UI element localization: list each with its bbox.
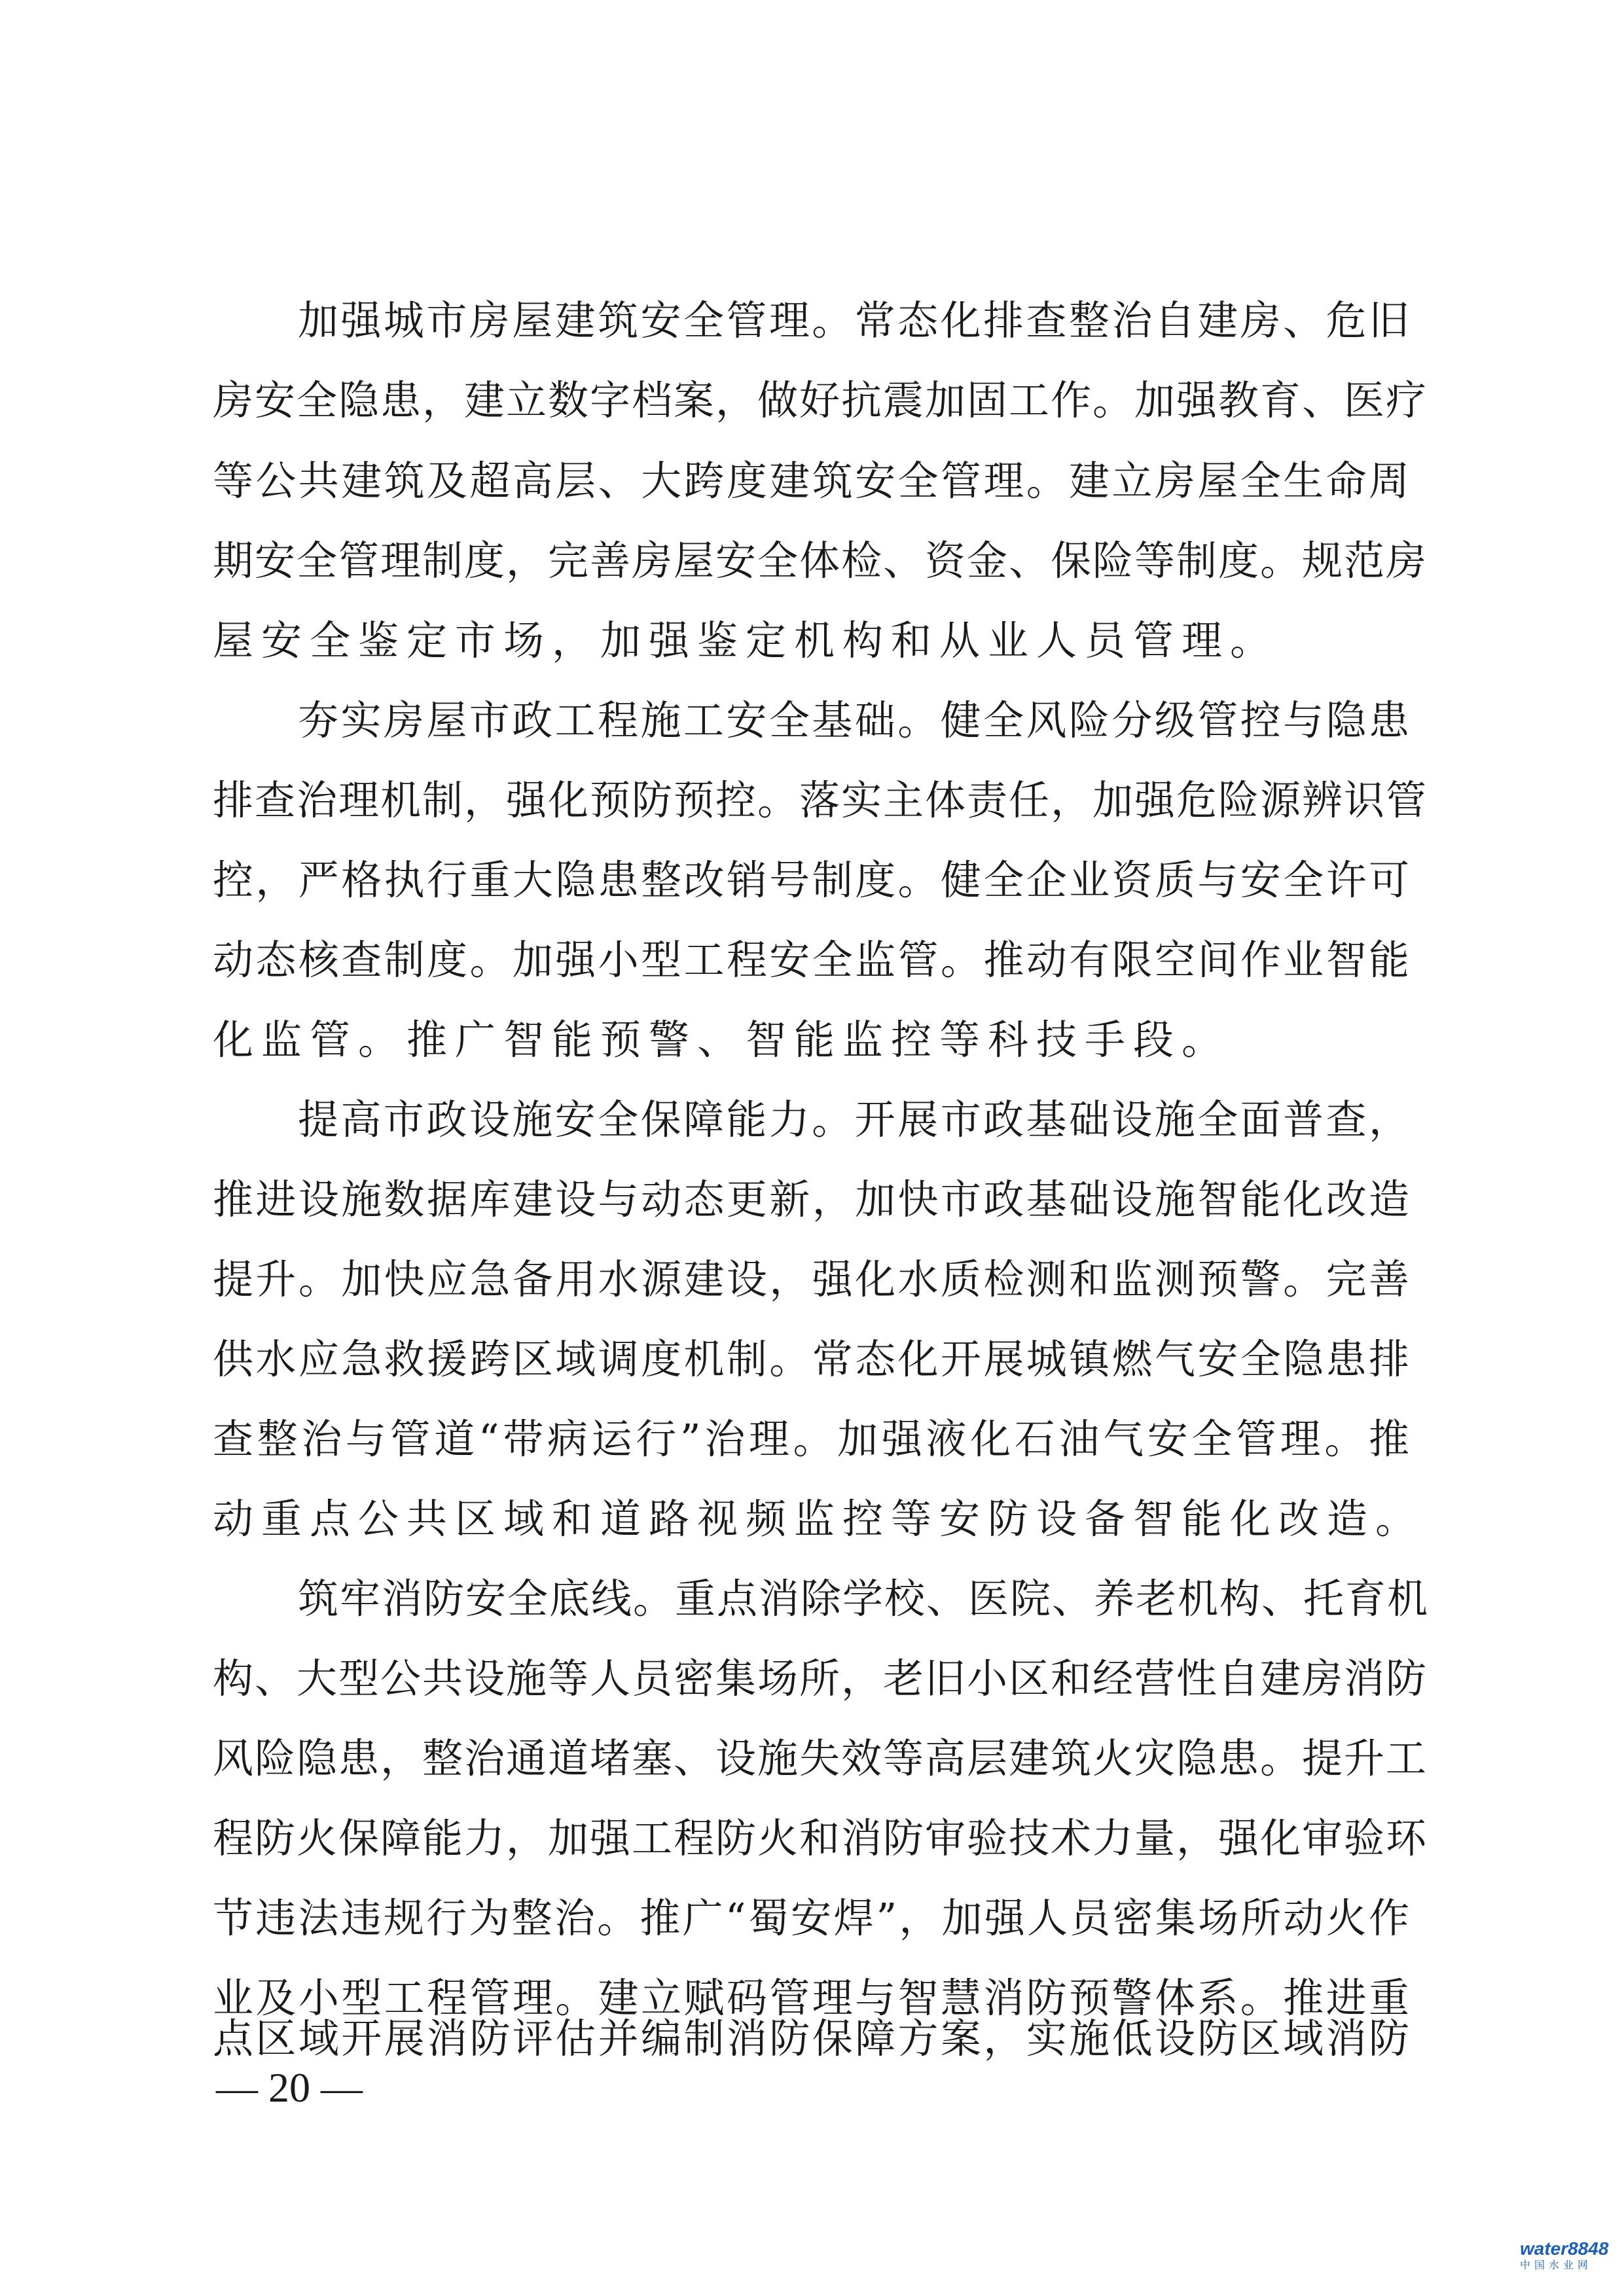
watermark bbox=[1520, 2238, 1612, 2284]
paragraph-3-line-2: 推进设施数据库建设与动态更新，加快市政基础设施智能化改造 bbox=[213, 1175, 1411, 1223]
paragraph-3-line-4: 供水应急救援跨区域调度机制。常态化开展城镇燃气安全隐患排 bbox=[213, 1335, 1411, 1383]
paragraph-2-line-2: 排查治理机制，强化预防预控。落实主体责任，加强危险源辨识管 bbox=[213, 776, 1428, 824]
paragraph-2-line-3: 控，严格执行重大隐患整改销号制度。健全企业资质与安全许可 bbox=[213, 856, 1411, 904]
paragraph-4-line-6: 业及小型工程管理。建立赋码管理与智慧消防预警体系。推进重 bbox=[213, 1974, 1411, 2022]
paragraph-4-line-4: 程防火保障能力，加强工程防火和消防审验技术力量，强化审验环 bbox=[213, 1814, 1428, 1862]
paragraph-1-line-2: 房安全隐患，建立数字档案，做好抗震加固工作。加强教育、医疗 bbox=[213, 376, 1428, 424]
paragraph-4-line-3: 风险隐患，整治通道堵塞、设施失效等高层建筑火灾隐患。提升工 bbox=[213, 1734, 1428, 1782]
paragraph-1-line-3: 等公共建筑及超高层、大跨度建筑安全管理。建立房屋全生命周 bbox=[213, 457, 1411, 505]
paragraph-4-line-7: 点区域开展消防评估并编制消防保障方案，实施低设防区域消防 bbox=[213, 2015, 1411, 2062]
paragraph-4-line-5: 节违法违规行为整治。推广“蜀安焊”，加强人员密集场所动火作 bbox=[213, 1894, 1411, 1942]
paragraph-3-line-5: 查整治与管道“带病运行”治理。加强液化石油气安全管理。推 bbox=[213, 1415, 1411, 1463]
page-number: — 20 — bbox=[216, 2064, 363, 2111]
paragraph-3-line-6: 动重点公共区域和道路视频监控等安防设备智能化改造。 bbox=[213, 1495, 1424, 1543]
paragraph-1-line-1: 加强城市房屋建筑安全管理。常态化排查整治自建房、危旧 bbox=[298, 296, 1411, 344]
paragraph-2-line-1: 夯实房屋市政工程施工安全基础。健全风险分级管控与隐患 bbox=[298, 696, 1411, 744]
paragraph-4-line-2: 构、大型公共设施等人员密集场所，老旧小区和经营性自建房消防 bbox=[213, 1655, 1428, 1702]
paragraph-1-line-4: 期安全管理制度，完善房屋安全体检、资金、保险等制度。规范房 bbox=[213, 537, 1428, 584]
paragraph-1-line-5: 屋安全鉴定市场，加强鉴定机构和从业人员管理。 bbox=[213, 617, 1279, 664]
watermark-subtitle: 中国水业网 bbox=[1520, 2260, 1593, 2271]
watermark-logo: water8848 bbox=[1520, 2238, 1609, 2259]
paragraph-3-line-1: 提高市政设施安全保障能力。开展市政基础设施全面普查， bbox=[298, 1096, 1411, 1143]
paragraph-2-line-4: 动态核查制度。加强小型工程安全监管。推动有限空间作业智能 bbox=[213, 936, 1411, 984]
paragraph-4-line-1: 筑牢消防安全底线。重点消除学校、医院、养老机构、托育机 bbox=[298, 1575, 1430, 1623]
paragraph-3-line-3: 提升。加快应急备用水源建设，强化水质检测和监测预警。完善 bbox=[213, 1255, 1411, 1303]
paragraph-2-line-5: 化监管。推广智能预警、智能监控等科技手段。 bbox=[213, 1016, 1231, 1064]
